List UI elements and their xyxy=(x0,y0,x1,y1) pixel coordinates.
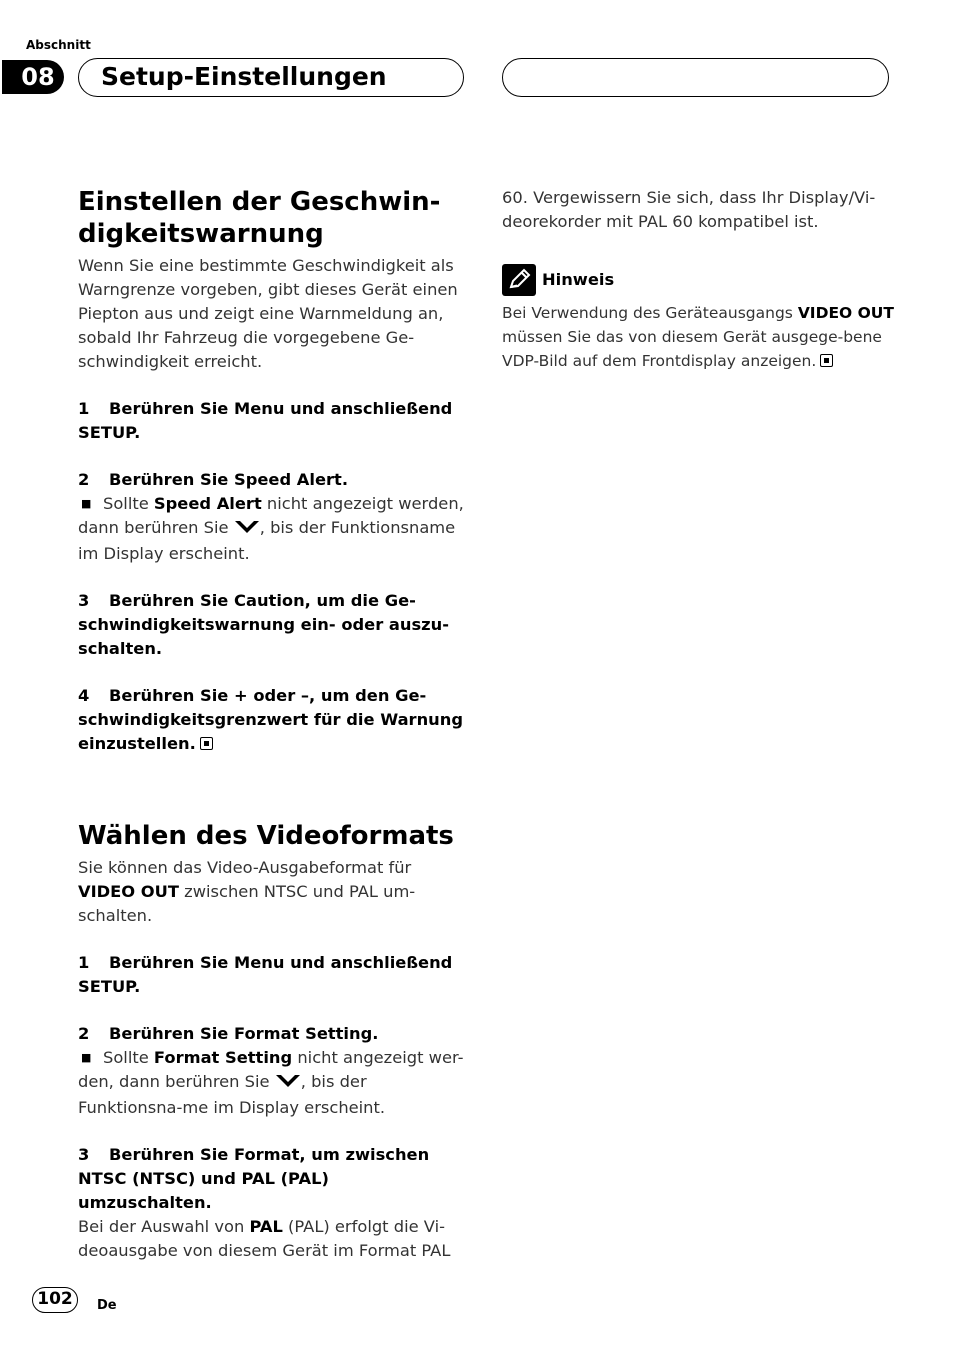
step-text: Berühren Sie Caution, um die Ge-schwindigkeitswarnung ein- oder auszu-schalten. xyxy=(78,591,449,658)
note-bold: Speed Alert xyxy=(153,494,262,513)
step-text: Berühren Sie + oder –, um den Ge-schwindigkeitsgrenzwert für die Warnung einzustellen. xyxy=(78,686,464,753)
intro-bold: VIDEO OUT xyxy=(78,882,179,901)
note-text: nicht angezeigt wer-den, dann berühren Sie xyxy=(78,1048,464,1091)
step-text: Berühren Sie Menu und anschließend SETUP. xyxy=(78,953,453,996)
right-column xyxy=(502,186,894,373)
chevron-down-icon xyxy=(234,518,260,542)
speed-warning-heading xyxy=(78,186,468,250)
chevron-down-icon xyxy=(275,1072,301,1096)
video-step-2 xyxy=(78,1022,468,1046)
note-text: Sollte xyxy=(103,1048,154,1067)
note-bold: Format Setting xyxy=(153,1048,293,1067)
pencil-icon xyxy=(502,264,536,296)
detail-bold: PAL xyxy=(249,1217,283,1236)
square-bullet-icon: ■ xyxy=(81,1051,92,1064)
video-step-2-note xyxy=(78,1046,468,1120)
note-header xyxy=(502,264,894,296)
note-text: , bis der Funktionsname im Display erscheint. xyxy=(78,518,456,563)
end-mark-icon xyxy=(200,737,213,750)
note-bold: VIDEO OUT xyxy=(797,304,894,322)
video-format-continuation: 60. Vergewissern Sie sich, dass Ihr Display/Vi-deorekorder mit PAL 60 kompatibel ist. xyxy=(502,188,876,231)
section-label: Abschnitt xyxy=(26,38,91,52)
video-step-3-detail xyxy=(78,1215,468,1263)
note-text: , bis der Funktionsna-me im Display erscheint. xyxy=(78,1072,386,1117)
video-step-3 xyxy=(78,1143,468,1215)
speed-warning-intro: Wenn Sie eine bestimmte Geschwindigkeit als Warngrenze vorgeben, gibt dieses Gerät einen Piepton aus und zeigt eine Warnmeldung an, sobald Ihr Fahrzeug die vorgegebene Ge-schwindigkeit erreicht. xyxy=(78,256,458,371)
speed-step-2 xyxy=(78,468,468,492)
video-step-1 xyxy=(78,951,468,999)
note-body xyxy=(502,301,894,373)
step-number: 1 xyxy=(78,399,90,418)
note-text: Sollte xyxy=(103,494,154,513)
step-text: Berühren Sie Format, um zwischen NTSC (NTSC) und PAL (PAL) umzuschalten. xyxy=(78,1145,430,1212)
step-number: 3 xyxy=(78,1145,90,1164)
page-number: 102 xyxy=(32,1287,78,1313)
heading-line-1: Einstellen der Geschwin- xyxy=(78,187,441,217)
step-text: Berühren Sie Speed Alert. xyxy=(109,470,349,489)
header-title-pill xyxy=(78,58,464,97)
step-number: 3 xyxy=(78,591,90,610)
note-title: Hinweis xyxy=(542,270,615,289)
intro-text: zwischen NTSC und PAL um-schalten. xyxy=(78,882,416,925)
end-mark-icon xyxy=(820,354,833,367)
note-text: Bei Verwendung des Geräteausgangs xyxy=(502,304,798,322)
speed-step-2-note xyxy=(78,492,468,566)
header-empty-pill xyxy=(502,58,889,97)
page-title: Setup-Einstellungen xyxy=(101,62,387,91)
intro-text: Sie können das Video-Ausgabeformat für xyxy=(78,858,412,877)
note-text: müssen Sie das von diesem Gerät ausgege-bene VDP-Bild auf dem Frontdisplay anzeigen. xyxy=(502,328,882,370)
video-format-heading: Wählen des Videoformats xyxy=(78,821,454,851)
video-format-intro xyxy=(78,856,468,928)
language-code: De xyxy=(97,1298,117,1313)
section-number-badge: 08 xyxy=(2,60,64,94)
heading-line-2: digkeitswarnung xyxy=(78,219,324,249)
speed-step-1 xyxy=(78,397,468,445)
step-text: Berühren Sie Menu und anschließend SETUP. xyxy=(78,399,453,442)
detail-text: (PAL) erfolgt die Vi-deoausgabe von diesem Gerät im Format PAL xyxy=(78,1217,451,1260)
step-number: 4 xyxy=(78,686,90,705)
speed-step-3 xyxy=(78,589,468,661)
detail-text: Bei der Auswahl von xyxy=(78,1217,250,1236)
left-column xyxy=(78,186,468,1263)
note-text: nicht angezeigt werden, dann berühren Sie xyxy=(78,494,464,537)
step-number: 2 xyxy=(78,1024,90,1043)
step-number: 1 xyxy=(78,953,90,972)
step-text: Berühren Sie Format Setting. xyxy=(109,1024,379,1043)
step-number: 2 xyxy=(78,470,90,489)
square-bullet-icon: ■ xyxy=(81,497,92,510)
speed-step-4 xyxy=(78,684,468,756)
